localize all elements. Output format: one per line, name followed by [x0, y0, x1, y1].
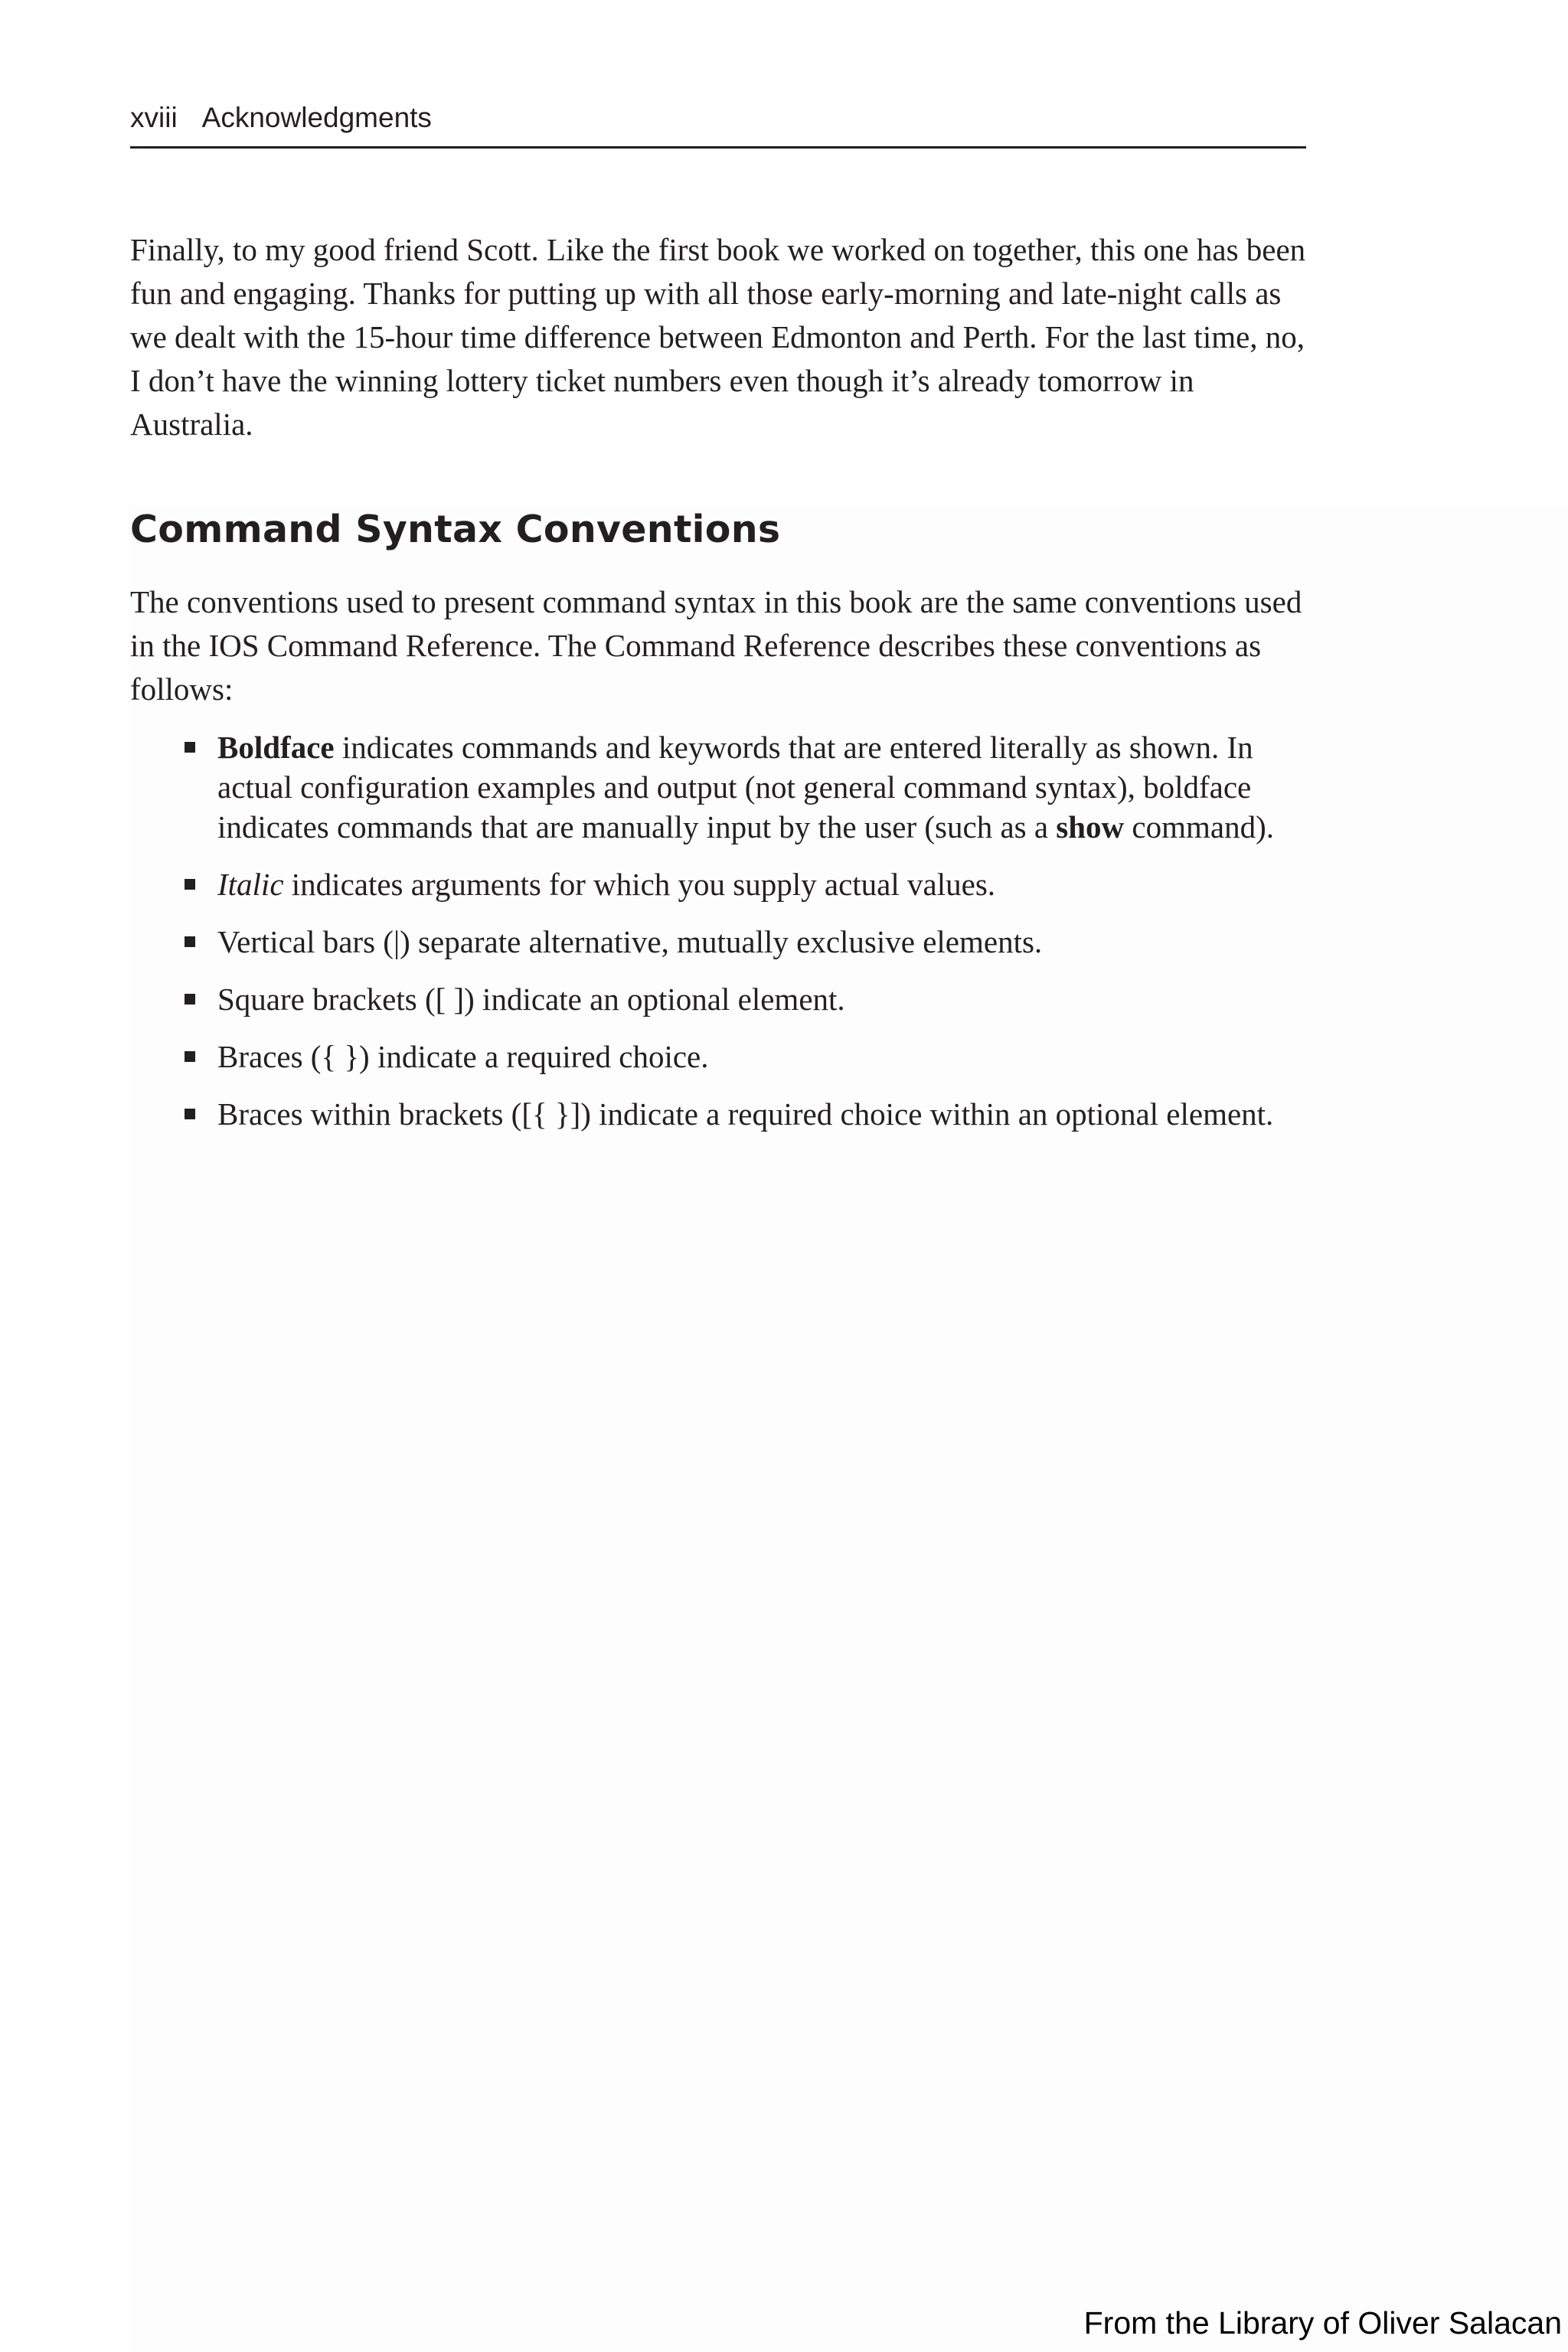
list-item-tail: command). [1124, 809, 1275, 844]
page-number: xviii [130, 102, 178, 133]
section-intro-paragraph: The conventions used to present command syntax in this book are the same conventions used in the IOS Command Reference. The Command Reference describes these conventions as follows: [130, 584, 1302, 707]
boldface-term: Boldface [217, 730, 335, 765]
running-title: Acknowledgments [201, 102, 432, 133]
list-item-braces [130, 1037, 1309, 1076]
square-bullet-icon [185, 936, 195, 947]
square-bullet-icon [185, 994, 195, 1004]
list-item-square-brackets [130, 979, 1309, 1019]
list-item-text: Vertical bars (|) separate alternative, mutually exclusive elements. [217, 924, 1043, 959]
list-item-vertical-bars [130, 922, 1309, 962]
section-heading: Command Syntax Conventions [130, 508, 781, 551]
library-watermark: From the Library of Oliver Salacan [1083, 2305, 1562, 2341]
running-header [130, 100, 1306, 149]
list-item-text: indicates commands and keywords that are entered literally as shown. In actual configuration examples and output (not general command syntax), boldface indicates commands that are manually input by the user (such as a [217, 730, 1253, 844]
italic-term: Italic [217, 867, 284, 902]
square-bullet-icon [185, 742, 195, 753]
list-item-text: Braces ({ }) indicate a required choice. [217, 1039, 709, 1074]
list-item-text: indicates arguments for which you supply actual values. [283, 867, 996, 902]
square-bullet-icon [185, 1109, 195, 1119]
acknowledgment-paragraph: Finally, to my good friend Scott. Like the first book we worked on together, this one has been fun and engaging. Thanks for putting up with all those early-morning and late-night calls as we dealt with the 15-hour time difference between Edmonton and Perth. For the last time, no, I don’t have the winning lottery ticket numbers even though it’s already tomorrow in Australia. [130, 232, 1306, 442]
square-bullet-icon [185, 879, 195, 890]
show-keyword: show [1056, 809, 1125, 844]
list-item-braces-within-brackets [130, 1094, 1309, 1134]
list-item-boldface [130, 727, 1309, 847]
list-item-italic [130, 864, 1309, 904]
list-item-text: Square brackets ([ ]) indicate an optional element. [217, 982, 845, 1017]
list-item-text: Braces within brackets ([{ }]) indicate a required choice within an optional element. [217, 1096, 1274, 1132]
square-bullet-icon [185, 1051, 195, 1062]
conventions-list [130, 727, 1309, 1152]
